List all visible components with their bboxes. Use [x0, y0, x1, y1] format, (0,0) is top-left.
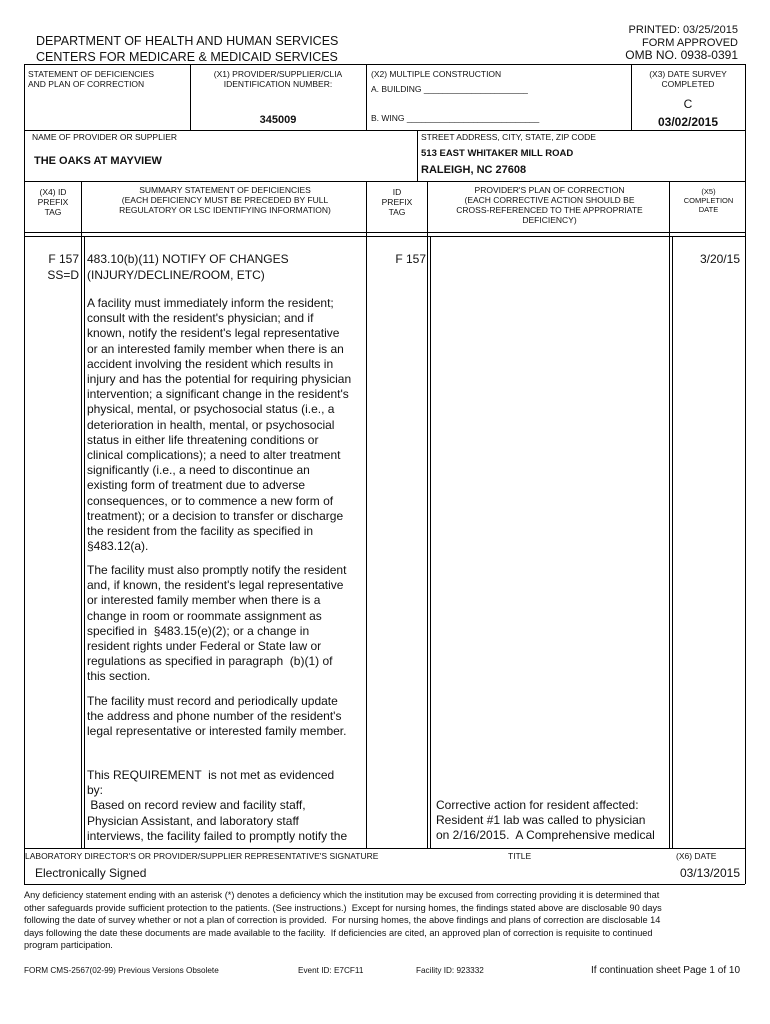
- agency-title: CENTERS FOR MEDICARE & MEDICAID SERVICES: [36, 50, 338, 64]
- printed-date: PRINTED: 03/25/2015: [628, 24, 738, 36]
- requirement-line: this section.: [87, 669, 151, 684]
- requirement-paragraph-2: [87, 563, 365, 685]
- id-prefix-label: ID: [392, 187, 402, 197]
- provider-number: 345009: [259, 114, 297, 126]
- x2-label: (X2) MULTIPLE CONSTRUCTION: [371, 69, 502, 79]
- summary-header: SUMMARY STATEMENT OF DEFICIENCIES: [139, 185, 311, 195]
- plan-line: Resident #1 lab was called to physician: [436, 813, 646, 828]
- provider-name-label: NAME OF PROVIDER OR SUPPLIER: [32, 132, 177, 142]
- electronic-signature: Electronically Signed: [35, 866, 147, 880]
- requirement-line: accident involving the resident which results in: [87, 356, 334, 371]
- disclaimer-line: following the date of survey whether or not a plan of correction is provided. For nursing homes, the above findings and plans of correction are disclosable 14: [24, 915, 661, 926]
- omb-number: OMB NO. 0938-0391: [625, 48, 738, 62]
- form-approved: FORM APPROVED: [642, 36, 738, 49]
- wing-field: B. WING ____________________________: [371, 113, 540, 123]
- deficiency-tag: F 157: [48, 252, 79, 266]
- plan-header: PROVIDER'S PLAN OF CORRECTION: [474, 185, 625, 195]
- title-label: TITLE: [508, 851, 532, 861]
- finding-line: This REQUIREMENT is not met as evidenced: [87, 768, 335, 782]
- requirement-line: intervention; a significant change in the resident's: [87, 387, 349, 402]
- requirement-line: deterioration in health, mental, or psychosocial: [87, 417, 335, 432]
- requirement-line: significantly (i.e., a need to discontinue an: [87, 463, 310, 478]
- requirement-line: change in room or roommate assignment as: [87, 608, 322, 623]
- address-label: STREET ADDRESS, CITY, STATE, ZIP CODE: [421, 132, 596, 142]
- finding-line: Physician Assistant, and laboratory staff: [87, 813, 299, 828]
- requirement-line: specified in §483.15(e)(2); or a change in: [87, 623, 310, 638]
- requirement-paragraph-3: [87, 694, 365, 740]
- plan-of-correction-text: [436, 798, 668, 844]
- requirement-line: A facility must immediately inform the resident;: [87, 296, 334, 310]
- statement-label: STATEMENT OF DEFICIENCIES: [28, 69, 155, 79]
- requirement-line: regulations as specified in paragraph (b)(1) of: [87, 654, 333, 669]
- requirement-line: injury and has the potential for requiring physician: [87, 372, 352, 387]
- requirement-line: or interested family member when there is a: [87, 593, 321, 608]
- regulation-heading: 483.10(b)(11) NOTIFY OF CHANGES: [87, 252, 289, 266]
- event-id: Event ID: E7CF11: [298, 966, 364, 975]
- building-field: A. BUILDING ______________________: [371, 84, 528, 94]
- requirement-line: and, if known, the resident's legal representative: [87, 578, 344, 593]
- survey-date: 03/02/2015: [657, 115, 719, 129]
- x1-label: (X1) PROVIDER/SUPPLIER/CLIA: [213, 69, 343, 79]
- requirement-line: legal representative or interested family member.: [87, 724, 347, 739]
- x3-label: (X3) DATE SURVEY: [649, 69, 727, 79]
- survey-code: C: [683, 97, 693, 111]
- plan-line: on 2/16/2015. A Comprehensive medical: [436, 828, 655, 843]
- disclaimer-line: Any deficiency statement ending with an asterisk (*) denotes a deficiency which the institution may be excused from correcting providing it is determined that: [24, 890, 660, 900]
- facility-id: Facility ID: 923332: [416, 966, 484, 975]
- requirement-line: §483.12(a).: [87, 539, 149, 554]
- requirement-line: status in either life threatening conditions or: [87, 432, 319, 447]
- plan-id-tag: F 157: [395, 252, 426, 266]
- form-number: FORM CMS-2567(02-99) Previous Versions Obsolete: [24, 966, 219, 975]
- finding-line: Based on record review and facility staff,: [87, 798, 306, 813]
- requirement-line: the resident from the facility as specified in: [87, 524, 314, 539]
- requirement-line: physical, mental, or psychosocial status (i.e., a: [87, 402, 335, 417]
- finding-line: interviews, the facility failed to promptly notify the: [87, 828, 348, 843]
- requirement-line: treatment); or a decision to transfer or discharge: [87, 508, 344, 523]
- signature-date: 03/13/2015: [679, 866, 740, 880]
- finding-paragraph: [87, 768, 365, 844]
- disclaimer-line: other safeguards provide sufficient protection to the patients. (See instructions.) Except for nursing homes, the findings stated above are disclosable 90 days: [24, 902, 662, 913]
- requirement-line: The facility must also promptly notify the resident: [87, 563, 347, 577]
- plan-line: Corrective action for resident affected:: [436, 798, 639, 812]
- finding-line: by:: [87, 783, 104, 798]
- requirement-line: resident rights under Federal or State law or: [87, 639, 322, 654]
- requirement-line: known, notify the resident's legal representative: [87, 326, 340, 341]
- requirement-line: the address and phone number of the resident's: [87, 709, 342, 724]
- requirement-line: existing form of treatment due to adverse: [87, 478, 306, 493]
- requirement-line: consequences, or to commence a new form of: [87, 493, 334, 508]
- disclaimer-text: [24, 889, 746, 952]
- requirement-line: or an interested family member when there is an: [87, 341, 344, 356]
- requirement-line: consult with the resident's physician; and if: [87, 311, 314, 326]
- department-title: DEPARTMENT OF HEALTH AND HUMAN SERVICES: [36, 34, 339, 48]
- signature-label: LABORATORY DIRECTOR'S OR PROVIDER/SUPPLIER REPRESENTATIVE'S SIGNATURE: [25, 851, 379, 861]
- requirement-line: clinical complications); a need to alter treatment: [87, 448, 341, 463]
- disclaimer-line: days following the date these documents are made available to the facility. If deficiencies are cited, an approved plan of correction is requisite to continued: [24, 927, 653, 938]
- page-indicator: If continuation sheet Page 1 of 10: [591, 965, 740, 976]
- x5-completion-label: (X5): [701, 187, 716, 196]
- scope-severity: SS=D: [47, 267, 79, 282]
- requirement-paragraph-1: [87, 296, 365, 554]
- provider-name: THE OAKS AT MAYVIEW: [34, 155, 162, 167]
- x4-id-label: (X4) ID: [39, 187, 67, 197]
- signature-date-label: (X6) DATE: [676, 851, 717, 861]
- address-city: RALEIGH, NC 27608: [421, 164, 527, 176]
- address-street: 513 EAST WHITAKER MILL ROAD: [421, 148, 574, 159]
- disclaimer-line: program participation.: [24, 940, 113, 951]
- requirement-line: The facility must record and periodically update: [87, 694, 338, 708]
- completion-date: 3/20/15: [699, 252, 740, 266]
